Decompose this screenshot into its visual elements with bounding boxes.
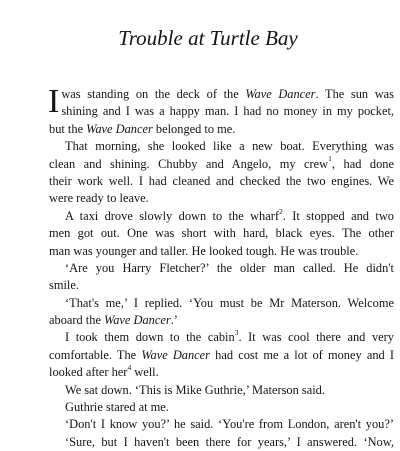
paragraph-1 — [48, 83, 394, 138]
text-line: ‘Sure, but I haven't been there for years,’ I answered. ‘Now, — [65, 434, 394, 449]
paragraph-7 — [49, 382, 394, 399]
text-line: ‘Are you Harry Fletcher?’ the older man called. He didn't — [65, 260, 394, 275]
text-line: but the Wave Dancer belonged to me. — [49, 121, 236, 136]
paragraph-3 — [49, 208, 394, 260]
text-line: were ready to leave. — [49, 191, 149, 206]
text-line: aboard the Wave Dancer.’ — [49, 313, 178, 328]
paragraph-4 — [49, 260, 394, 295]
footnote-marker: 3 — [234, 328, 239, 338]
chapter-title: Trouble at Turtle Bay — [118, 26, 298, 50]
text-line: shining and I was a happy man. I had no money in my pocket, — [61, 104, 394, 119]
paragraph-5 — [49, 295, 394, 330]
text-line: ‘Don't I know you?’ he said. ‘You're from London, aren't you?’ — [65, 417, 394, 432]
text-line: A taxi drove slowly down to the wharf$^2$. It stopped and two — [65, 206, 394, 223]
text-line: comfortable. The Wave Dancer had cost me a lot of money and I — [49, 347, 395, 362]
text-line: looked after her$^4$ well. — [49, 363, 159, 380]
footnote-marker: 1 — [328, 154, 332, 164]
text-line: was standing on the deck of the Wave Dancer. The sun was — [61, 87, 394, 101]
text-line: clean and shining. Chubby and Angelo, my crew$^1$, had done — [49, 154, 394, 171]
drop-cap: I — [48, 83, 60, 120]
footnote-marker: 4 — [127, 363, 132, 373]
text-line: I took them down to the cabin$^3$. It was cool there and very — [65, 328, 394, 345]
text-line: man was younger and taller. He looked tough. He was trouble. — [49, 243, 359, 258]
text-line: their work well. I had cleaned and checked the two engines. We — [49, 173, 394, 188]
body-text — [48, 83, 395, 451]
paragraph-6 — [49, 329, 394, 381]
paragraph-8 — [49, 399, 394, 416]
paragraph-2 — [49, 138, 394, 208]
paragraph-10 — [49, 434, 394, 451]
text-line: We sat down. ‘This is Mike Guthrie,’ Materson said. — [65, 382, 325, 397]
text-line: smile. — [49, 278, 79, 293]
footnote-marker: 2 — [279, 206, 283, 216]
text-line: ‘That's me,’ I replied. ‘You must be Mr Materson. Welcome — [65, 295, 394, 310]
text-line: That morning, she looked like a new boat. Everything was — [65, 139, 394, 154]
text-line: Guthrie stared at me. — [65, 400, 169, 415]
text-line: men got out. One was short with hard, black eyes. The other — [49, 226, 394, 241]
paragraph-9 — [49, 416, 394, 433]
